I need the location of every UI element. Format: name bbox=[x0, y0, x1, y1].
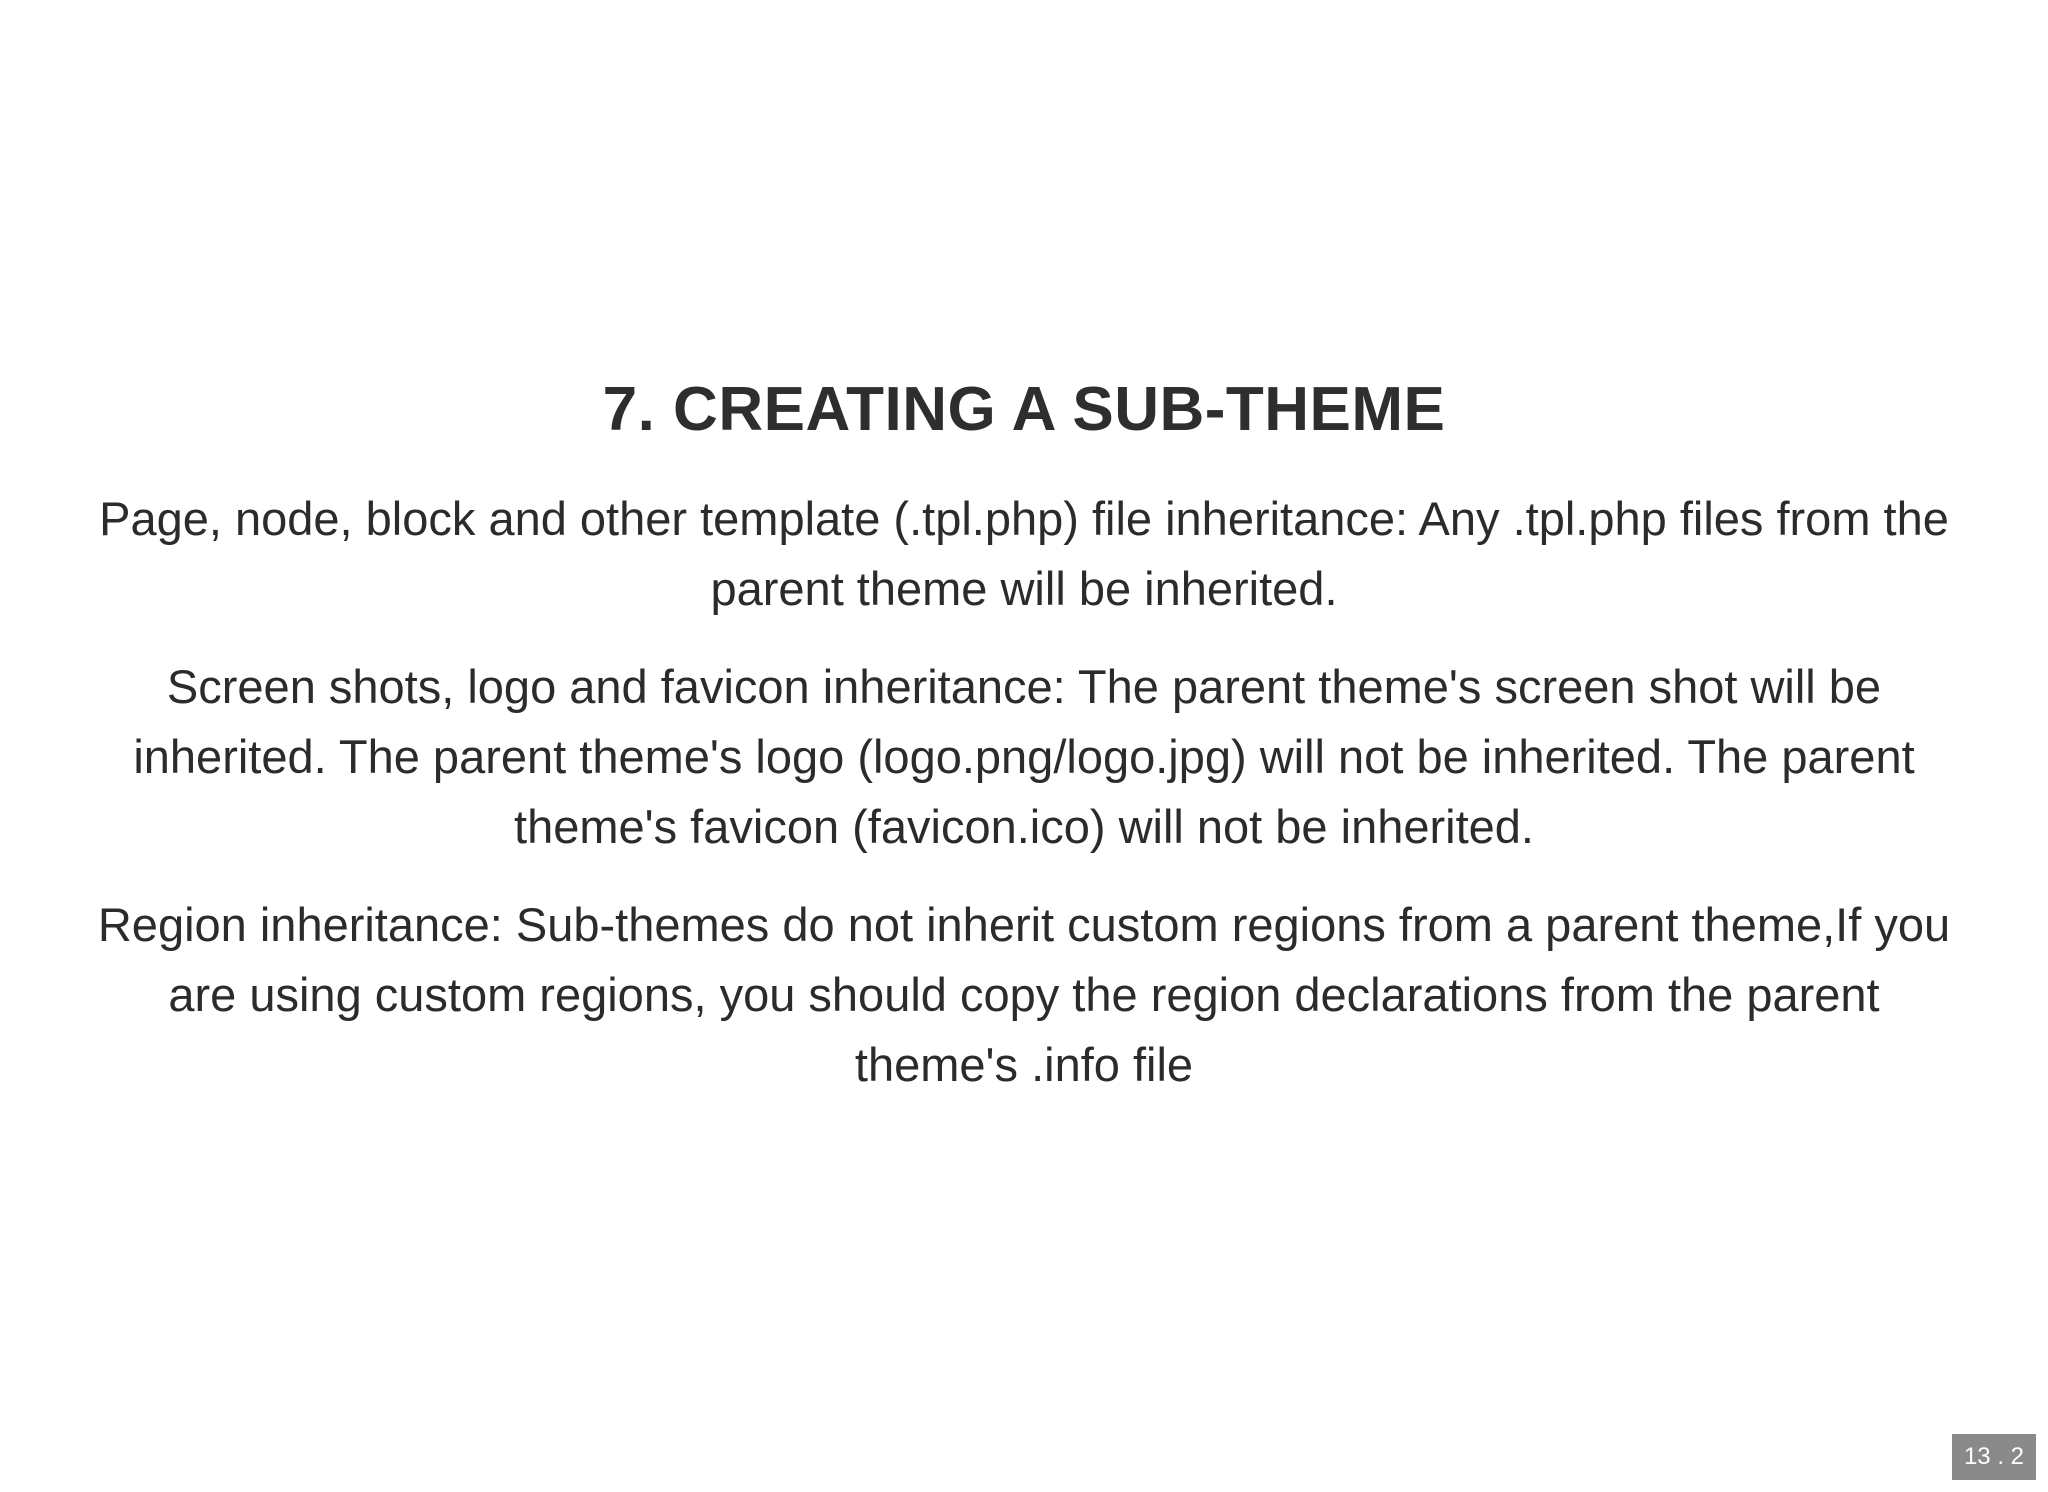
paragraph-template-inheritance: Page, node, block and other template (.tpl.php) file inheritance: Any .tpl.php files from the parent theme will be inherited. bbox=[99, 492, 1949, 615]
slide-title: 7. CREATING A SUB-THEME bbox=[602, 375, 1446, 444]
paragraph-region-inheritance: Region inheritance: Sub-themes do not inherit custom regions from a parent theme,If you are using custom regions, you should copy the region declarations from the parent theme's .info file bbox=[97, 898, 1951, 1091]
slide-number-badge[interactable]: 13 . 2 bbox=[1952, 1434, 2036, 1480]
paragraph-screenshot-logo-favicon-inheritance: Screen shots, logo and favicon inheritance: The parent theme's screen shot will be inherited. The parent theme's logo (logo.png/logo.jpg) will not be inherited. The parent theme's favicon (favicon.ico) will not be inherited. bbox=[133, 660, 1915, 853]
slide-content bbox=[90, 370, 1958, 1128]
